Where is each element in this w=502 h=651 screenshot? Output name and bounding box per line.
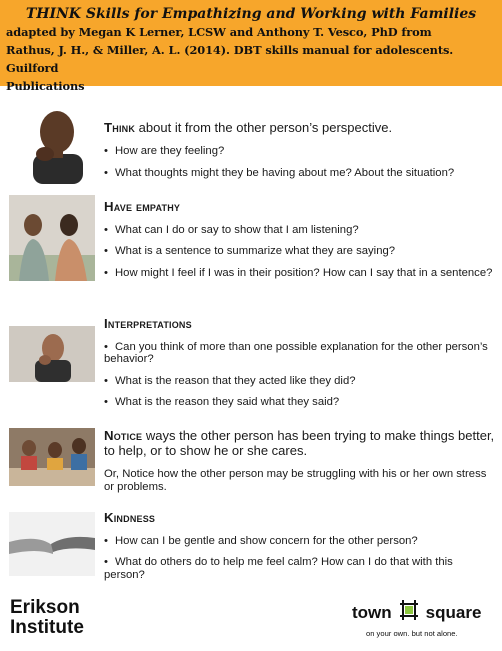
town-square-word-left: town bbox=[352, 602, 392, 622]
interpretations-text bbox=[104, 318, 496, 418]
kindness-heading: Kindness bbox=[104, 510, 156, 525]
two-women-talking-photo bbox=[9, 195, 95, 281]
think-text bbox=[104, 120, 496, 188]
square-grid-icon bbox=[398, 599, 420, 626]
notice-heading: Notice ways the other person has been trying to make things better, to help, or to show he or she cares. bbox=[104, 428, 495, 458]
think-heading: Think about it from the other person’s perspective. bbox=[104, 120, 393, 135]
list-item: • How might I feel if I was in their position? How can I say that in a sentence? bbox=[104, 266, 493, 279]
list-item: • How are they feeling? bbox=[104, 145, 225, 157]
notice-text bbox=[104, 428, 496, 502]
list-item: • What is the reason that they acted like they did? bbox=[104, 374, 356, 387]
town-square-logo bbox=[352, 599, 497, 638]
credit-text bbox=[0, 22, 502, 95]
holding-hands-photo bbox=[9, 512, 95, 576]
list-item: • What is a sentence to summarize what they are saying? bbox=[104, 245, 396, 257]
erikson-logo-line1: Erikson bbox=[10, 597, 80, 618]
list-item: • What do others do to help me feel calm? How can I do that with this person? bbox=[104, 556, 453, 581]
have-empathy-heading: Have empathy bbox=[104, 199, 181, 214]
family-at-table-photo bbox=[9, 428, 95, 486]
interpretations-heading: Interpretations bbox=[104, 316, 192, 331]
town-square-tagline: on your own. but not alone. bbox=[366, 629, 458, 638]
page-title: THINK Skills for Empathizing and Working with Families bbox=[25, 6, 477, 22]
erikson-logo bbox=[10, 598, 84, 638]
credit-line-3: Publications bbox=[6, 79, 85, 93]
erikson-logo-line2: Institute bbox=[10, 617, 84, 638]
header-banner bbox=[0, 0, 502, 93]
have-empathy-text bbox=[104, 201, 496, 288]
list-item: • What is the reason they said what they said? bbox=[104, 396, 340, 408]
list-item: • What thoughts might they be having about me? About the situation? bbox=[104, 166, 455, 179]
credit-line-1: adapted by Megan K Lerner, LCSW and Anthony T. Vesco, PhD from bbox=[6, 25, 432, 39]
town-square-word-right: square bbox=[425, 602, 482, 622]
notice-paragraph: Or, Notice how the other person may be struggling with his or her own stress or problems. bbox=[104, 468, 487, 493]
credit-line-2: Rathus, J. H., & Miller, A. L. (2014). DBT skills manual for adolescents. Guilford bbox=[6, 43, 454, 75]
list-item: • Can you think of more than one possible explanation for the other person’s behavior? bbox=[104, 340, 488, 365]
list-item: • What can I do or say to show that I am listening? bbox=[104, 223, 359, 236]
kindness-text bbox=[104, 512, 496, 590]
thinking-man-photo bbox=[9, 104, 95, 184]
list-item: • How can I be gentle and show concern for the other person? bbox=[104, 534, 418, 547]
man-thinking-photo bbox=[9, 326, 95, 382]
